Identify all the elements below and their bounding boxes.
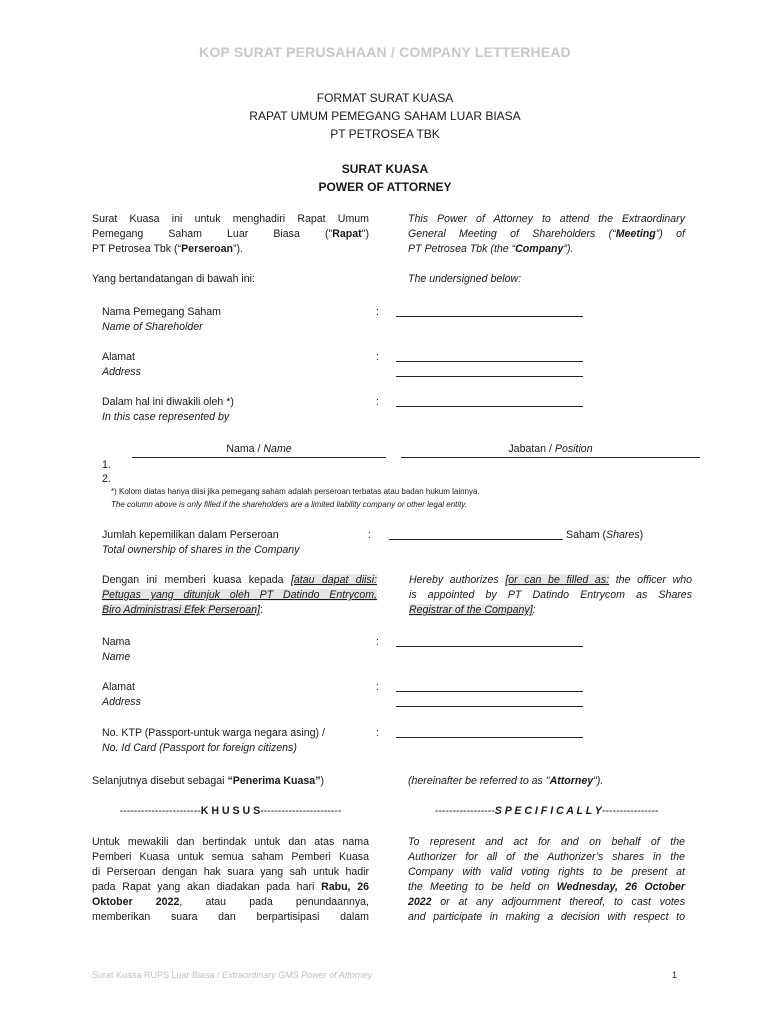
colon: : (376, 681, 379, 693)
intro-en-line2 (408, 227, 685, 242)
colon: : (376, 396, 379, 408)
footer-id: Surat Kuasa RUPS Luar Biasa / (92, 970, 223, 980)
field-label-id: Alamat (102, 681, 135, 693)
intro-id-perseroan: Perseroan (181, 243, 233, 255)
recipient-id (92, 774, 324, 789)
attorney-name-blank[interactable] (396, 646, 583, 647)
colon: : (376, 727, 379, 739)
body-en-text: the Meeting to be held on (408, 881, 557, 893)
field-label-en: Address (102, 696, 141, 708)
id-card-blank[interactable] (396, 737, 583, 738)
authorize-id-line2 (102, 588, 377, 603)
address-blank-line1[interactable] (396, 361, 583, 362)
rep-pos-en: Position (554, 443, 593, 455)
ownership-suffix (566, 528, 643, 543)
authorize-id-highlight: Petugas yang ditunjuk oleh PT Datindo Entrycom, (102, 589, 377, 601)
footnote-en: The column above is only filled if the shareholders are a limited liability company or other legal entity. (111, 500, 468, 509)
body-en-line5 (408, 895, 685, 910)
intro-en-text-end: ”) of (655, 228, 685, 240)
document-title-id: SURAT KUASA (341, 162, 429, 176)
document-title-en: POWER OF ATTORNEY (318, 180, 452, 194)
field-label-id: No. KTP (Passport-untuk warga negara asing) / (102, 727, 325, 739)
field-label-id: Dalam hal ini diwakili oleh *) (102, 396, 234, 408)
field-label-en: Name of Shareholder (102, 321, 203, 333)
field-label-en: Address (102, 366, 141, 378)
field-represented-label (102, 395, 234, 425)
page-footer (92, 970, 372, 980)
undersigned-id: Yang bertandatangan di bawah ini: (92, 273, 255, 285)
intro-en-text3-end: ”). (563, 243, 574, 255)
specifically-id (92, 804, 369, 819)
colon: : (368, 529, 371, 541)
body-id-line6: memberikan suara dan berpartisipasi dalam (92, 911, 369, 923)
authorize-id-highlight: Biro Administrasi Efek Perseroan] (102, 604, 260, 616)
field-id-card-label (102, 726, 325, 756)
intro-id (92, 212, 369, 257)
field-shareholder-name-label (102, 305, 221, 335)
field-label-en: No. Id Card (Passport for foreign citizens) (102, 742, 297, 754)
body-id-line1: Untuk mewakili dan bertindak untuk dan atas nama (92, 836, 369, 848)
rep-name-en: Name (263, 443, 292, 455)
intro-en-meeting: Meeting (615, 228, 656, 240)
dash-line: ----------------------- (119, 805, 201, 817)
dash-line: ----------------------- (260, 805, 342, 817)
field-label-id: Alamat (102, 351, 135, 363)
intro-en-text3: PT Petrosea Tbk (the “ (408, 243, 516, 255)
intro-en-company: Company (515, 243, 564, 255)
body-en-line4 (408, 880, 685, 895)
ownership-suffix-end: ) (639, 529, 644, 541)
authorize-en-colon: : (532, 604, 536, 616)
authorize-id-line3 (102, 603, 377, 618)
field-attorney-name-label (102, 635, 130, 665)
specifically-id-word: K H U S U S (200, 805, 261, 817)
recipient-en-end: "). (593, 775, 604, 787)
dash-line: ----------------- (434, 805, 495, 817)
authorize-en-text: Hereby authorizes (409, 574, 506, 586)
authorize-id (102, 573, 377, 618)
body-id-text: pada Rapat yang akan diadakan pada hari (92, 881, 322, 893)
ownership-blank[interactable] (389, 539, 563, 540)
intro-en-line3 (408, 242, 685, 257)
intro-id-line3 (92, 242, 369, 257)
body-en-date: 2022 (408, 896, 432, 908)
authorize-id-colon: : (260, 604, 263, 616)
attorney-address-blank-line2[interactable] (396, 706, 583, 707)
recipient-id-end: ) (320, 775, 325, 787)
undersigned-en: The undersigned below: (408, 273, 522, 285)
recipient-en-text: (hereinafter be referred to as " (408, 775, 550, 787)
rep-pos-id: Jabatan / (508, 443, 555, 455)
field-label-en: Name (102, 651, 131, 663)
intro-id-text3: PT Petrosea Tbk (“ (92, 243, 182, 255)
authorize-en-highlight: [or can be filled as: (505, 574, 610, 586)
authorize-en-line1 (409, 573, 692, 588)
field-label-id: Nama Pemegang Saham (102, 306, 221, 318)
intro-en-text: General Meeting of Shareholders (“ (408, 228, 616, 240)
body-en (408, 835, 685, 925)
authorize-en-text-end: the officer who (609, 574, 693, 586)
body-id (92, 835, 369, 925)
format-title-line3: PT PETROSEA TBK (330, 127, 440, 141)
specifically-en (408, 804, 685, 819)
body-id-date: Rabu, 26 (321, 881, 369, 893)
recipient-en (408, 774, 603, 789)
page-number: 1 (672, 970, 678, 980)
represented-blank[interactable] (396, 406, 583, 407)
body-id-line2: Pemberi Kuasa untuk semua saham Pemberi Kuasa (92, 851, 369, 863)
intro-en-line1: This Power of Attorney to attend the Extraordinary (408, 213, 685, 225)
footer-en: Extraordinary GMS Power of Attorney (222, 970, 373, 980)
ownership-suffix-en: Shares (606, 529, 640, 541)
shareholder-name-blank[interactable] (396, 316, 583, 317)
intro-id-text3-end: ”). (232, 243, 243, 255)
field-label-id: Nama (102, 636, 131, 648)
body-en-line6: and participate in making a decision with respect to (408, 911, 685, 923)
intro-id-text: Pemegang Saham Luar Biasa (" (92, 228, 333, 240)
intro-id-line1: Surat Kuasa ini untuk menghadiri Rapat Umum (92, 213, 369, 225)
authorize-id-highlight: [atau dapat diisi: (290, 574, 377, 586)
rep-table-position-header (401, 442, 700, 458)
ownership-label (102, 528, 299, 558)
rep-table-row-2: 2. (102, 473, 111, 485)
rep-table-row-1: 1. (102, 459, 111, 471)
rep-name-id: Nama / (226, 443, 264, 455)
body-id-line3: di Perseroan dengan hak suara yang sah untuk hadir (92, 866, 369, 878)
attorney-address-blank-line1[interactable] (396, 691, 583, 692)
body-id-line5 (92, 895, 369, 910)
field-address-label (102, 350, 141, 380)
authorize-en-line3 (409, 603, 692, 618)
specifically-en-word: S P E C I F I C A L L Y (494, 805, 602, 817)
recipient-id-term: “Penerima Kuasa” (227, 775, 321, 787)
colon: : (376, 351, 379, 363)
field-label-en: In this case represented by (102, 411, 230, 423)
dash-line: ---------------- (601, 805, 659, 817)
body-en-text: or at any adjournment thereof, to cast votes (431, 896, 685, 908)
intro-id-text-end: ") (361, 228, 369, 240)
body-en-line2: Authorizer for all of the Authorizer’s shares in the (408, 851, 685, 863)
authorize-en-line2: is appointed by PT Datindo Entrycom as Shares (409, 589, 692, 601)
authorize-en-highlight: Registrar of the Company] (409, 604, 533, 616)
body-en-date: Wednesday, 26 October (556, 881, 685, 893)
ownership-label-en: Total ownership of shares in the Company (102, 544, 300, 556)
field-attorney-address-label (102, 680, 141, 710)
ownership-suffix-id: Saham ( (566, 529, 607, 541)
document-title (0, 160, 770, 196)
ownership-label-id: Jumlah kepemilikan dalam Perseroan (102, 529, 279, 541)
recipient-id-text: Selanjutnya disebut sebagai (92, 775, 228, 787)
address-blank-line2[interactable] (396, 376, 583, 377)
body-en-line1: To represent and act for and on behalf of the (408, 836, 685, 848)
body-id-date: Oktober 2022 (92, 896, 180, 908)
intro-id-line2 (92, 227, 369, 242)
format-title-line2: RAPAT UMUM PEMEGANG SAHAM LUAR BIASA (249, 109, 521, 123)
body-en-line3: Company with valid voting rights to be present at (408, 866, 685, 878)
footnote-id: *) Kolom diatas hanya diisi jika pemegang saham adalah perseroan terbatas atau badan hukum lainnya. (111, 487, 480, 496)
authorize-id-text: Dengan ini memberi kuasa kepada (102, 574, 291, 586)
colon: : (376, 636, 379, 648)
intro-id-rapat: Rapat (332, 228, 362, 240)
rep-table-name-header (132, 442, 386, 458)
authorize-en (409, 573, 692, 618)
format-title-line1: FORMAT SURAT KUASA (316, 91, 454, 105)
authorize-id-line1 (102, 573, 377, 588)
body-id-line4 (92, 880, 369, 895)
format-title (0, 89, 770, 143)
intro-en (408, 212, 685, 257)
body-id-text: , atau pada penundaannya, (179, 896, 369, 908)
colon: : (376, 306, 379, 318)
recipient-en-term: Attorney (549, 775, 594, 787)
letterhead: KOP SURAT PERUSAHAAN / COMPANY LETTERHEAD (199, 44, 571, 60)
